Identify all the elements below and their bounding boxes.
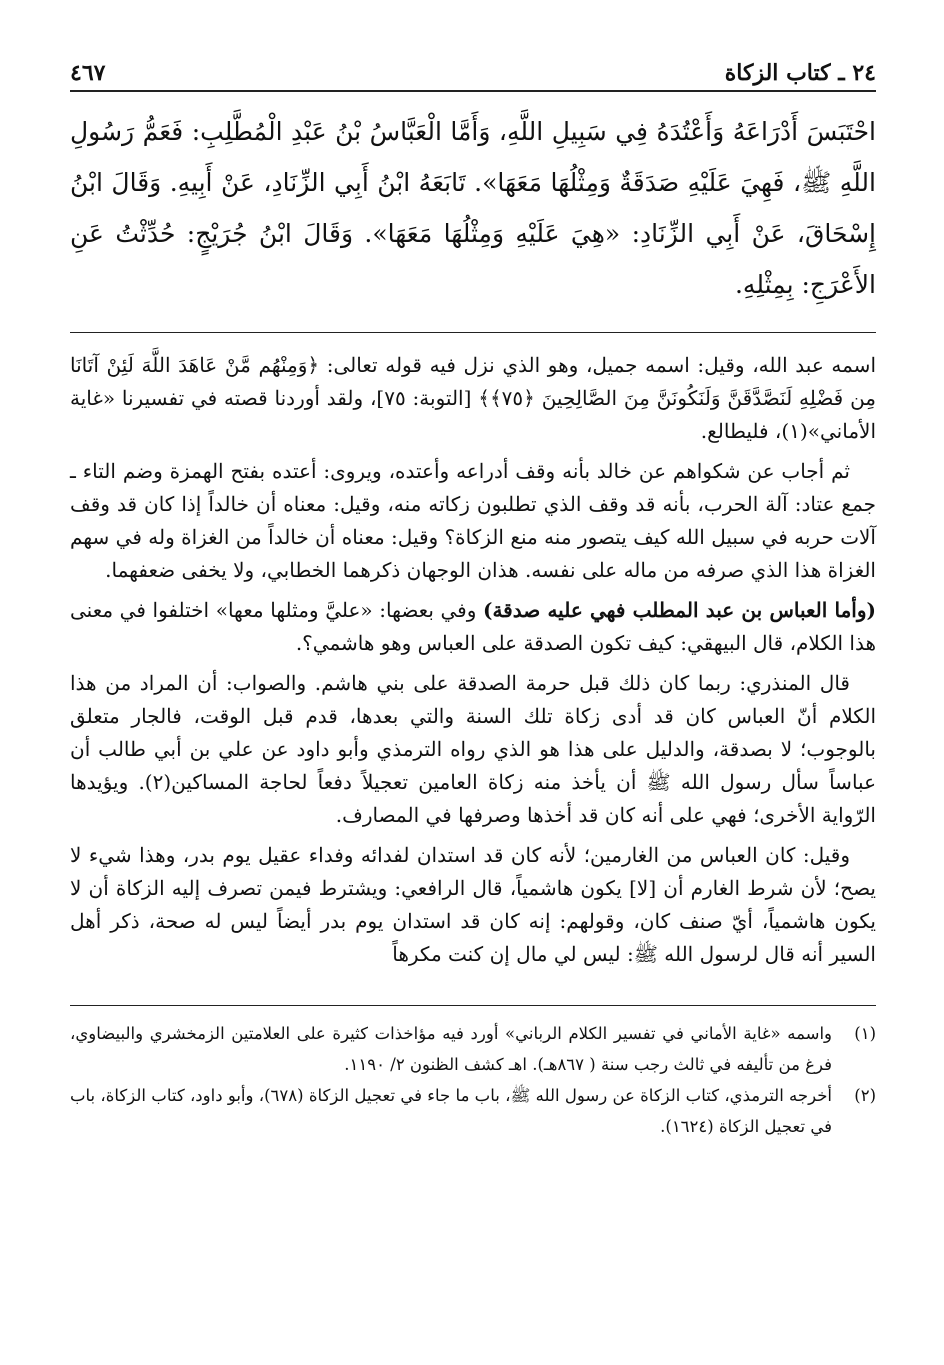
footnote-number: (١) bbox=[854, 1024, 876, 1043]
book-page bbox=[70, 48, 876, 1142]
footnote-item bbox=[70, 1080, 876, 1142]
paragraph-3-text: وفي بعضها: «عليَّ ومثلها معها» اختلفوا في معنى هذا الكلام، قال البيهقي: كيف تكون الصدقة على العباس وهو هاشمي؟. bbox=[70, 598, 876, 655]
hadith-text: احْتَبَسَ أَدْرَاعَهُ وَأَعْتُدَهُ فِي سَبِيلِ اللَّهِ، وَأَمَّا الْعَبَّاسُ بْنُ عَبْدِ الْمُطَّلِبِ: فَعَمُّ رَسُولِ اللَّهِ ﷺ، فَهِيَ عَلَيْهِ صَدَقَةٌ وَمِثْلُهَا مَعَهَا». تَابَعَهُ ابْنُ أَبِي الزِّنَادِ، عَنْ أَبِيهِ. وَقَالَ ابْنُ إِسْحَاقَ، عَنْ أَبِي الزِّنَادِ: «هِيَ عَلَيْهِ وَمِثْلُهَا مَعَهَا». وَقَالَ ابْنُ جُرَيْجٍ: حُدِّثْتُ عَنِ الأَعْرَجِ: بِمِثْلِهِ. bbox=[70, 117, 876, 299]
page-header bbox=[70, 48, 876, 86]
commentary-paragraph-1: اسمه عبد الله، وقيل: اسمه جميل، وهو الذي نزل فيه قوله تعالى: ﴿وَمِنْهُم مَّنْ عَاهَدَ اللَّهَ لَئِنْ آتَانَا مِن فَضْلِهِ لَنَصَّدَّقَنَّ وَلَنَكُونَنَّ مِنَ الصَّالِحِينَ ﴿٧٥﴾﴾ [التوبة: ٧٥]، ولقد أوردنا قصته في تفسيرنا «غاية الأماني»(١)، فليطالع. bbox=[70, 353, 877, 443]
footnote-item bbox=[70, 1018, 876, 1080]
header-rule bbox=[70, 90, 876, 92]
footnotes bbox=[70, 1018, 876, 1142]
commentary bbox=[70, 349, 876, 971]
commentary-paragraph-5: وقيل: كان العباس من الغارمين؛ لأنه كان قد استدان لفدائه وفداء عقيل يوم بدر، وهذا شيء لا يصح؛ لأن شرط الغارم أن [لا] يكون هاشمياً، قال الرافعي: ويشترط فيمن تصرف إليه الزكاة أن لا يكون هاشمياً، أيّ صنف كان، وقولهم: إنه كان قد استدان يوم بدر أيضاً ليس له صحة، ذكر أهل السير أنه قال لرسول الله ﷺ: ليس لي مال إن كنت مكرهاً bbox=[70, 843, 876, 966]
footnote-separator bbox=[70, 1005, 876, 1006]
commentary-paragraph-4: قال المنذري: ربما كان ذلك قبل حرمة الصدقة على بني هاشم. والصواب: أن المراد من هذا الكلام أنّ العباس كان قد أدى زكاة تلك السنة والتي بعدها، قدم قبل الوقت، فالجار متعلق بالوجوب؛ لا بصدقة، والدليل على هذا هو الذي رواه الترمذي وأبو داود عن علي بن أبي طالب أن عباساً سأل رسول الله ﷺ أن يأخذ منه زكاة العامين تعجيلاً دفعاً لحاجة المساكين(٢). ويؤيدها الرّواية الأخرى؛ فهي على أنه كان قد أخذها وصرفها في المصارف. bbox=[70, 671, 877, 827]
footnote-text: واسمه «غاية الأماني في تفسير الكلام الرباني» أورد فيه مؤاخذات كثيرة على العلامتين الزمخشري والبيضاوي، فرغ من تأليفه في ثالث رجب سنة ( ٨٦٧هـ). اهـ كشف الظنون ٢/ ١١٩٠. bbox=[70, 1024, 832, 1074]
page-number: ٤٦٧ bbox=[70, 60, 106, 86]
section-divider bbox=[70, 332, 876, 333]
footnote-text: أخرجه الترمذي، كتاب الزكاة عن رسول الله ﷺ، باب ما جاء في تعجيل الزكاة (٦٧٨)، وأبو داود، كتاب الزكاة، باب في تعجيل الزكاة (١٦٢٤). bbox=[70, 1086, 832, 1136]
commentary-paragraph-3 bbox=[70, 594, 876, 660]
quoted-phrase: (وأما العباس بن عبد المطلب فهي عليه صدقة) bbox=[483, 598, 876, 622]
commentary-paragraph-2: ثم أجاب عن شكواهم عن خالد بأنه وقف أدراعه وأعتده، ويروى: أعتده بفتح الهمزة وضم التاء ـ جمع عتاد: آلة الحرب، بأنه قد وقف الذي تطلبون زكاته منه، وقيل: معناه أن خالداً إذا كان قد وقف آلات حربه في سبيل الله كيف يتصور منه منع الزكاة؟ وقيل: معناه أن خالداً من الغزاة وله في سهم الغزاة هذا الذي صرفه من ماله على نفسه. هذان الوجهان ذكرهما الخطابي، ولا يخفى ضعفهما. bbox=[70, 459, 876, 582]
footnote-number: (٢) bbox=[854, 1086, 876, 1105]
running-title: ٢٤ ـ كتاب الزكاة bbox=[724, 60, 876, 86]
